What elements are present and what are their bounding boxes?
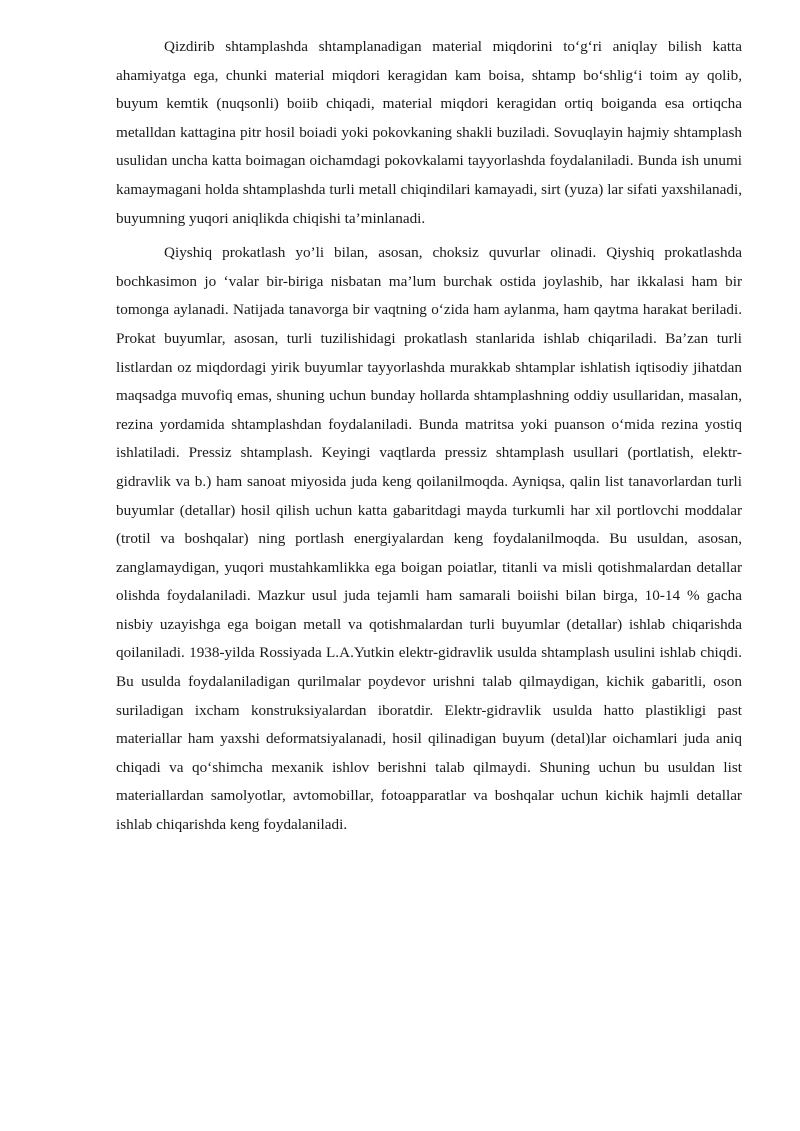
document-body <box>116 33 742 840</box>
paragraph-stamping-material: Qizdirib shtamplashda shtamplanadigan material miqdorini to‘g‘ri aniqlay bilish katta ahamiyatga ega, chunki material miqdori keragidan kam boisa, shtamp bo‘shlig‘i toim ay qolib, buyum kemtik (nuqsonli) boiib chiqadi, material miqdori keragidan ortiq boiganda esa ortiqcha metalldan kattagina pitr hosil boiadi yoki pokovkaning shakli buziladi. Sovuqlayin hajmiy shtamplash usulidan uncha katta boimagan oichamdagi pokovkalami tayyorlashda foydalaniladi. Bunda ish unumi kamaymagani holda shtamplashda turli metall chiqindilari kamayadi, sirt (yuza) lar sifati yaxshilanadi, buyumning yuqori aniqlikda chiqishi ta’minlanadi. <box>116 38 742 227</box>
paragraph-skew-rolling: Qiyshiq prokatlash yo’li bilan, asosan, choksiz quvurlar olinadi. Qiyshiq prokatlashda bochkasimon jo ‘valar bir-biriga nisbatan ma’lum burchak ostida joylashib, har ikkalasi ham bir tomonga aylanadi. Natijada tanavorga bir vaqtning o‘zida ham aylanma, ham qaytma harakat beriladi. Prokat buyumlar, asosan, turli tuzilishidagi prokatlash stanlarida ishlab chiqariladi. Ba’zan turli listlardan oz miqdordagi yirik buyumlar tayyorlashda murakkab shtamplar ishlatish iqtisodiy jihatdan maqsadga muvofiq emas, shuning uchun bunday hollarda shtamplashning oddiy usullaridan, masalan, rezina yordamida shtamplashdan foydalaniladi. Bunda matritsa yoki puanson o‘mida rezina yostiq ishlatiladi. Pressiz shtamplash. Keyingi vaqtlarda pressiz shtamplash usullari (portlatish, elektr-gidravlik va b.) ham sanoat miyosida juda keng qoilanilmoqda. Ayniqsa, qalin list tanavorlardan turli buyumlar (detallar) hosil qilish uchun katta gabaritdagi mayda turkumli har xil portlovchi moddalar (trotil va boshqalar) ning portlash energiyalardan keng foydalanilmoqda. Bu usuldan, asosan, zanglamaydigan, yuqori mustahkamlikka ega boigan poiatlar, titanli va misli qotishmalardan detallar olishda foydalaniladi. Mazkur usul juda tejamli ham samarali boiishi bilan birga, 10-14 % gacha nisbiy uzayishga ega boigan metall va qotishmalardan turli buyumlar (detallar) ishlab chiqarishda qoilaniladi. 1938-yilda Rossiyada L.A.Yutkin elektr-gidravlik usulda shtamplash usulini ishlab chiqdi. Bu usulda foydalaniladigan qurilmalar poydevor urishni talab qilmaydigan, kichik gabaritli, oson suriladigan ixcham konstruksiyalardan iboratdir. Elektr-gidravlik usulda hatto plastikligi past materiallar ham yaxshi deformatsiyalanadi, hosil qilinadigan buyum (detal)lar oichamlari juda aniq chiqadi va qo‘shimcha mexanik ishlov berishni talab qilmaydi. Shuning uchun bu usuldan list materiallardan samolyotlar, avtomobillar, fotoapparatlar va boshqalar uchun kichik hajmli detallar ishlab chiqarishda keng foydalaniladi. <box>116 244 742 834</box>
